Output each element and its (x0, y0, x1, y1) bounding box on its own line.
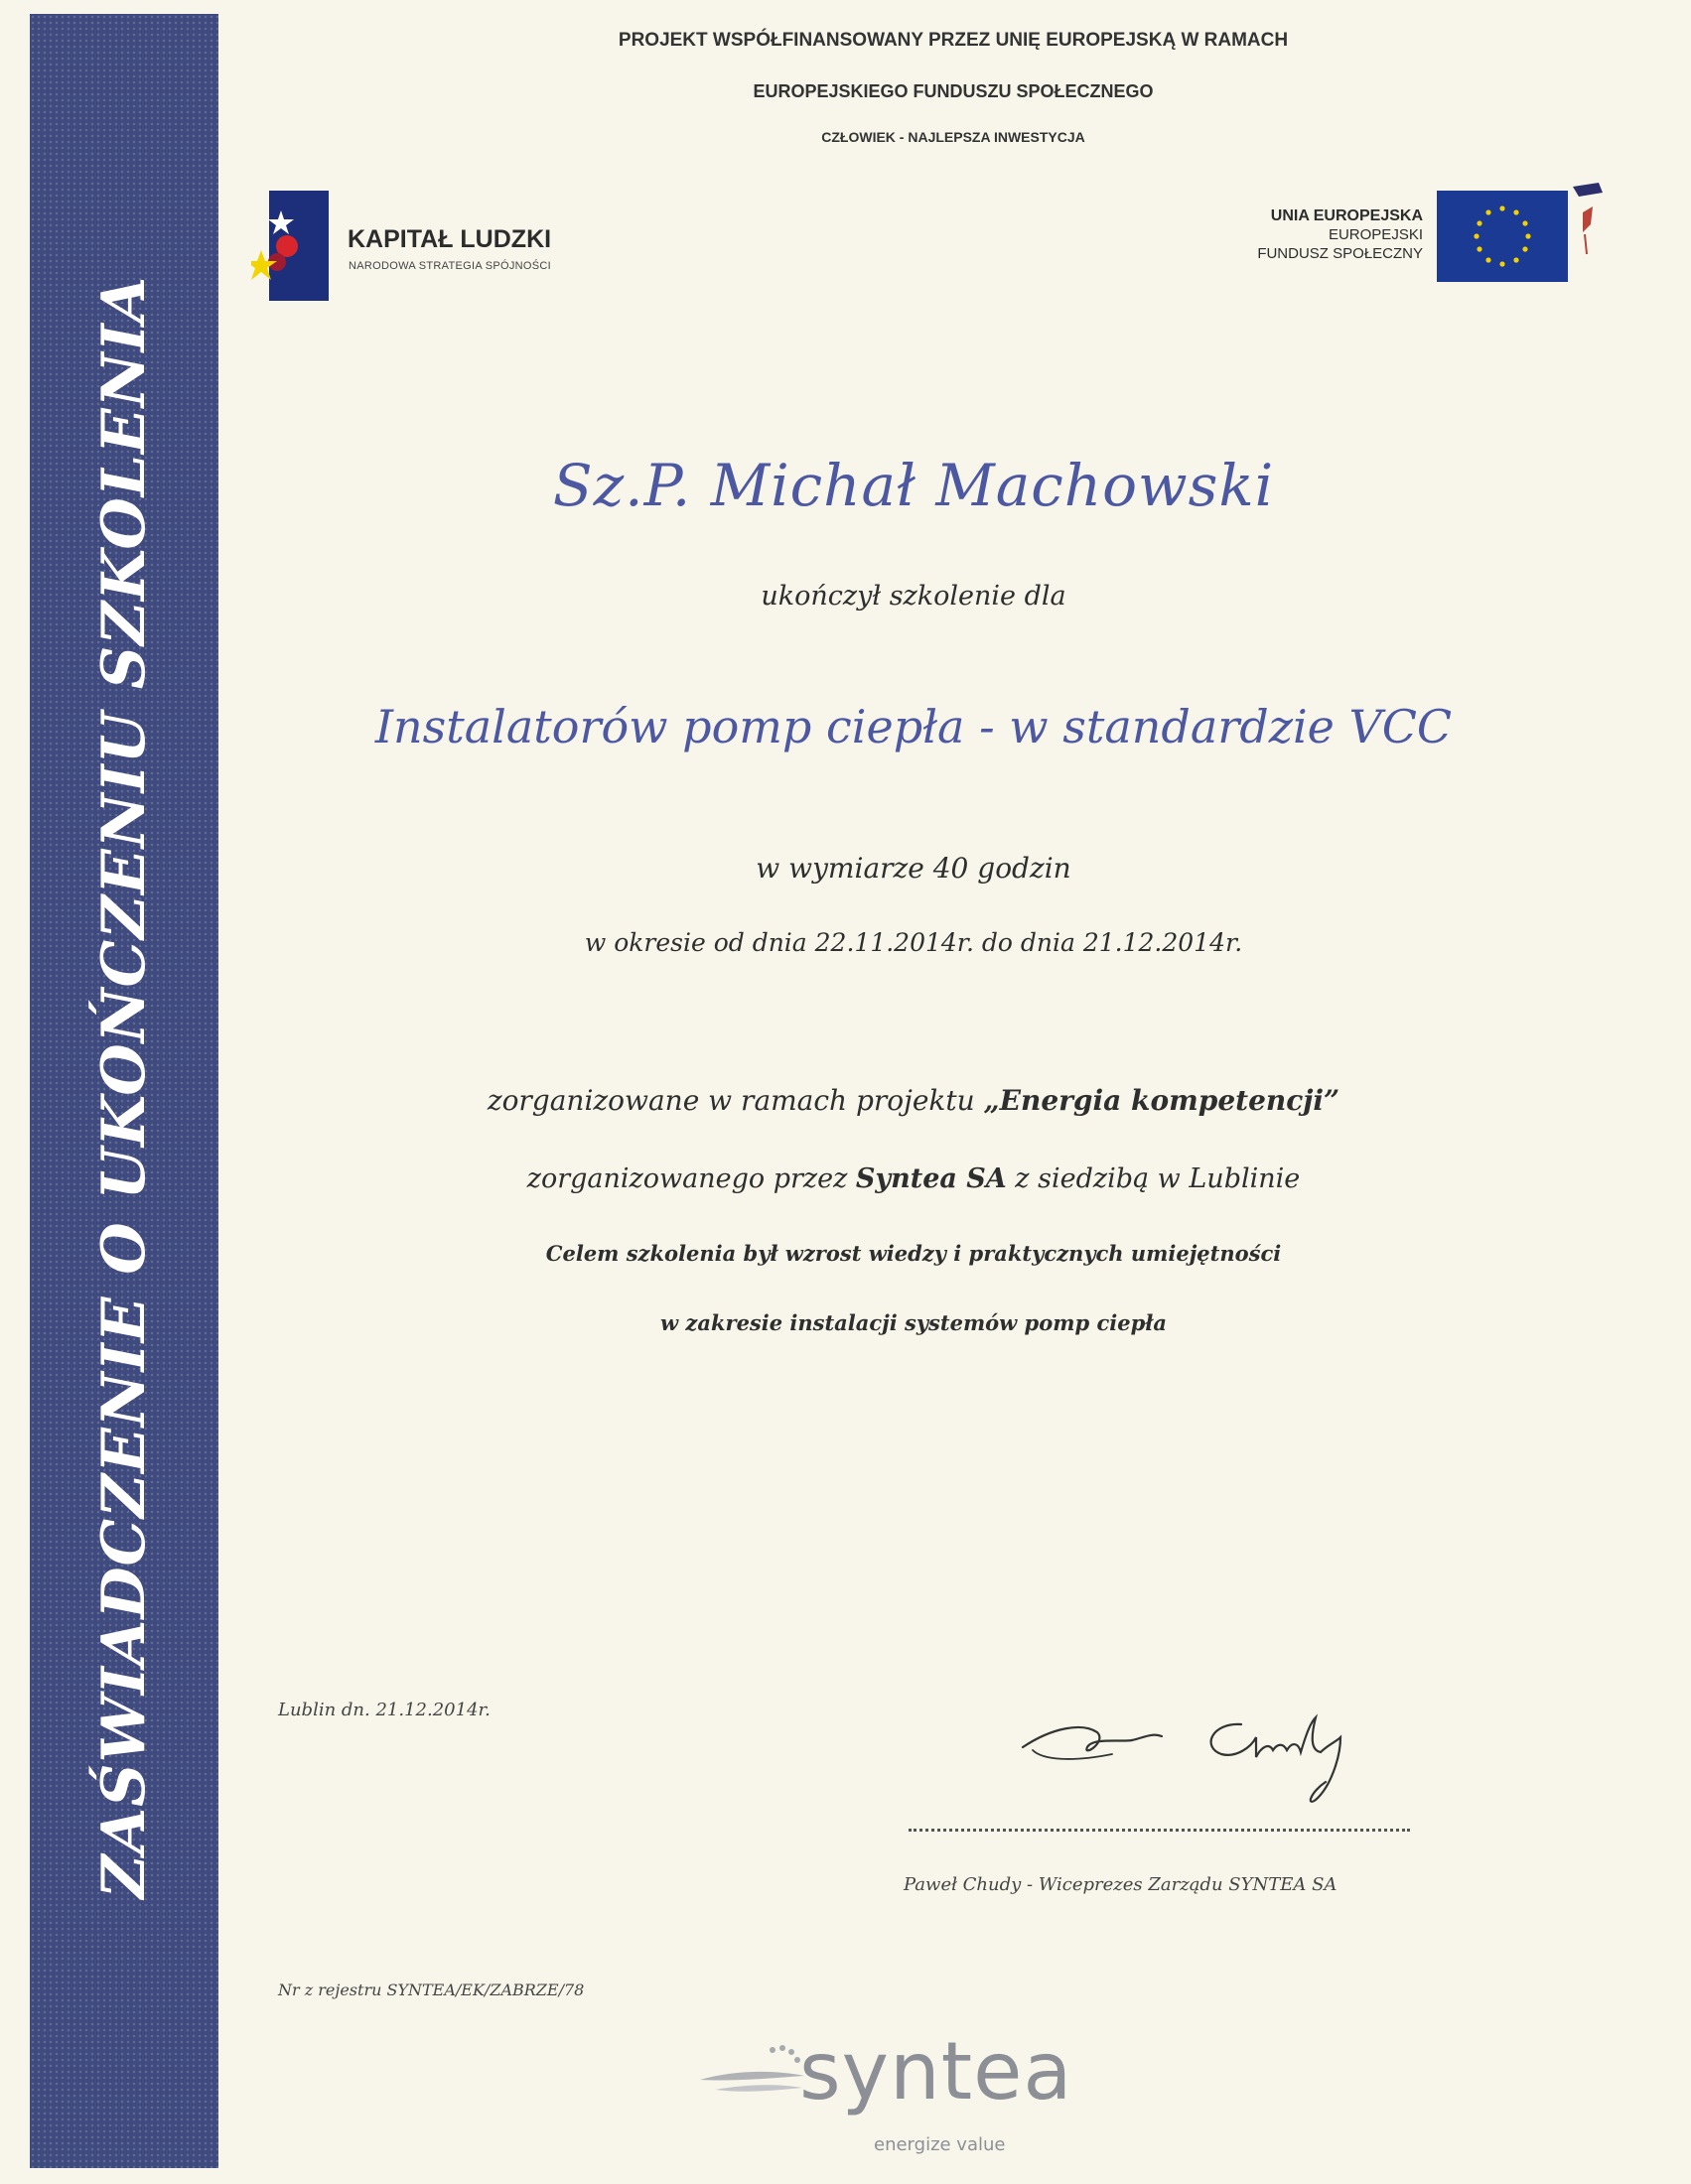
organizer-name: Syntea SA (855, 1163, 1007, 1194)
signature-line (909, 1829, 1410, 1832)
organizer-prefix: zorganizowanego przez (526, 1163, 856, 1194)
eu-line-1: UNIA EUROPEJSKA (1270, 207, 1423, 224)
syntea-logo-name: syntea (799, 2025, 1073, 2117)
header-line-2: EUROPEJSKIEGO FUNDUSZU SPOŁECZNEGO (753, 81, 1154, 101)
recipient-name: Sz.P. Michał Machowski (552, 452, 1275, 519)
stamp-marks-icon (1569, 177, 1605, 276)
header-line-3: CZŁOWIEK - NAJLEPSZA INWESTYCJA (821, 129, 1085, 145)
registry-number: Nr z rejestru SYNTEA/EK/ZABRZE/78 (278, 1980, 585, 1999)
syntea-swoosh-icon (695, 2040, 814, 2110)
header-line-1: PROJEKT WSPÓŁFINANSOWANY PRZEZ UNIĘ EUROPEJSKĄ W RAMACH (618, 30, 1289, 51)
course-hours: w wymiarze 40 godzin (756, 852, 1071, 885)
project-name: „Energia kompetencji” (983, 1084, 1340, 1117)
eu-line-2: EUROPEJSKI (1328, 226, 1423, 243)
side-title: ZAŚWIADCZENIE O UKOŃCZENIU SZKOLENIA (89, 275, 159, 1899)
organized-prefix: zorganizowane w ramach projektu (487, 1084, 984, 1117)
eu-text-block (1257, 206, 1423, 263)
kapital-ludzki-name: KAPITAŁ LUDZKI (348, 225, 552, 253)
signature-icon (1013, 1703, 1370, 1812)
kapital-ludzki-logo-icon (251, 189, 331, 303)
course-title: Instalatorów pomp ciepła - w standardzie VCC (374, 700, 1453, 753)
eu-line-3: FUNDUSZ SPOŁECZNY (1257, 245, 1423, 262)
place-date: Lublin dn. 21.12.2014r. (278, 1700, 491, 1720)
goal-line-1: Celem szkolenia był wzrost wiedzy i praktycznych umiejętności (545, 1241, 1282, 1266)
organizer-suffix: z siedzibą w Lublinie (1006, 1163, 1301, 1194)
organized-line (258, 1084, 1569, 1117)
kapital-ludzki-subtitle: NARODOWA STRATEGIA SPÓJNOŚCI (349, 260, 551, 272)
organizer-line (258, 1163, 1569, 1194)
syntea-logo-tagline: energize value (874, 2134, 1006, 2155)
goal-line-2: w zakresie instalacji systemów pomp ciepła (660, 1310, 1167, 1335)
course-period: w okresie od dnia 22.11.2014r. do dnia 21.12.2014r. (584, 928, 1243, 957)
eu-flag-icon (1437, 191, 1568, 282)
signer-name: Paweł Chudy - Wiceprezes Zarządu SYNTEA SA (904, 1874, 1338, 1895)
completed-text: ukończył szkolenie dla (761, 581, 1066, 612)
